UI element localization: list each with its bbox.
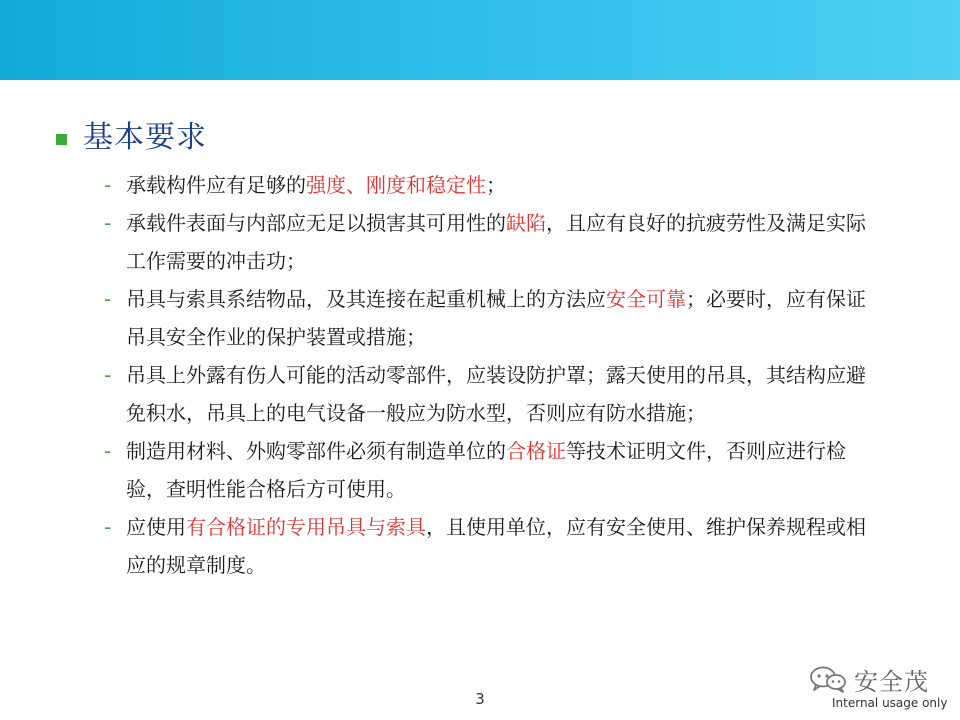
text-segment: 等技术证明文件，否则应进行检验，查明性能合格后方可使用。 (126, 439, 846, 501)
highlighted-text: 强度、刚度和稳定性 (306, 173, 486, 197)
text-segment: 承载构件应有足够的 (126, 173, 306, 197)
dash-bullet-icon: - (104, 211, 112, 235)
list-item (104, 280, 884, 356)
header-band (0, 0, 960, 80)
page-number: 3 (475, 690, 485, 708)
footer-note: Internal usage only (832, 696, 948, 710)
text-segment: 制造用材料、外购零部件必须有制造单位的 (126, 439, 506, 463)
text-segment: 吊具与索具系结物品，及其连接在起重机械上的方法应 (126, 287, 606, 311)
list-item (104, 166, 884, 204)
page-title: 基本要求 (83, 120, 207, 155)
highlighted-text: 缺陷 (506, 211, 546, 235)
dash-bullet-icon: - (104, 287, 112, 311)
dash-bullet-icon: - (104, 173, 112, 197)
text-segment: ，且使用单位，应有安全使用、维护保养规程或相应的规章制度。 (126, 515, 866, 577)
list-item-text (126, 211, 866, 273)
watermark-text: 安全茂 (854, 667, 929, 696)
list-item (104, 432, 884, 508)
dash-bullet-icon: - (104, 515, 112, 539)
list-item (104, 204, 884, 280)
text-segment: ； (486, 173, 506, 197)
text-segment: 应使用 (126, 515, 186, 539)
list-item-text (126, 363, 866, 425)
highlighted-text: 安全可靠 (606, 287, 686, 311)
list-item (104, 356, 884, 432)
highlighted-text: 合格证 (506, 439, 566, 463)
bullet-list (104, 166, 884, 584)
watermark (808, 662, 929, 696)
slide-heading (56, 116, 207, 160)
text-segment: ，且应有良好的抗疲劳性及满足实际工作需要的冲击功； (126, 211, 866, 273)
list-item (104, 508, 884, 584)
dash-bullet-icon: - (104, 363, 112, 387)
list-item-text (126, 173, 506, 197)
highlighted-text: 有合格证的专用吊具与索具 (186, 515, 426, 539)
text-segment: 吊具上外露有伤人可能的活动零部件，应装设防护罩；露天使用的吊具，其结构应避免积水，吊具上的电气设备一般应为防水型，否则应有防水措施； (126, 363, 866, 425)
dash-bullet-icon: - (104, 439, 112, 463)
heading-bullet-icon (56, 134, 67, 145)
list-item-text (126, 287, 866, 349)
list-item-text (126, 515, 866, 577)
list-item-text (126, 439, 846, 501)
text-segment: 承载件表面与内部应无足以损害其可用性的 (126, 211, 506, 235)
wechat-icon (808, 664, 848, 694)
text-segment: ；必要时，应有保证吊具安全作业的保护装置或措施； (126, 287, 866, 349)
